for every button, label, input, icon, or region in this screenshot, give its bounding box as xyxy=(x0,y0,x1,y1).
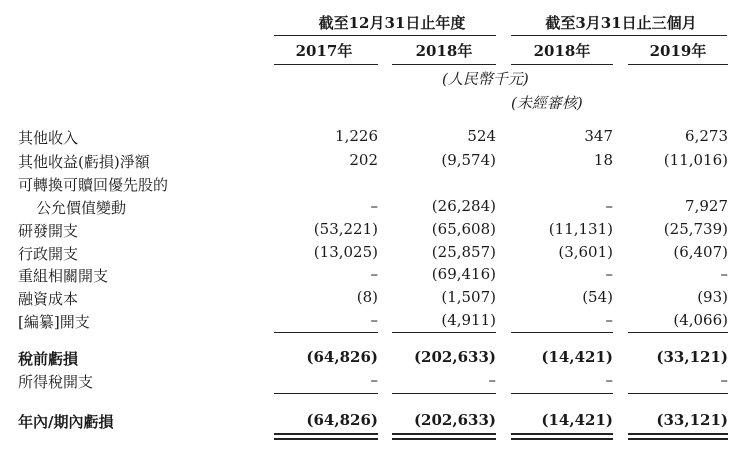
year-underline-3 xyxy=(511,64,613,65)
cell: (11,016) xyxy=(663,151,728,169)
period-underline-annual xyxy=(274,35,496,36)
cell: (65,608) xyxy=(431,220,496,238)
row-label-restructuring: 重組相關開支 xyxy=(18,267,109,285)
cell: (33,121) xyxy=(656,411,728,429)
cell: – xyxy=(370,197,378,215)
cell: (93) xyxy=(697,288,728,306)
year-header-2018-annual: 2018年 xyxy=(415,42,473,60)
cell: (1,507) xyxy=(441,288,496,306)
cell: (4,911) xyxy=(441,311,496,329)
cell: – xyxy=(605,265,613,283)
cell: (6,407) xyxy=(673,243,728,261)
cell: (64,826) xyxy=(306,348,378,366)
row-label-loss-before-tax: 稅前虧損 xyxy=(18,350,79,368)
subtotal-line xyxy=(274,332,378,333)
cell: (3,601) xyxy=(558,243,613,261)
subtotal-line xyxy=(511,332,613,333)
cell: (202,633) xyxy=(413,348,496,366)
year-underline-2 xyxy=(392,64,496,65)
year-header-2017: 2017年 xyxy=(295,42,353,60)
cell: 1,226 xyxy=(335,127,378,145)
total-double-underline xyxy=(511,438,613,440)
cell: (54) xyxy=(582,288,613,306)
cell: – xyxy=(370,311,378,329)
cell: 6,273 xyxy=(685,127,728,145)
subtotal-line xyxy=(392,393,496,394)
cell: (202,633) xyxy=(413,411,496,429)
unit-unaudited: (未經審核) xyxy=(511,94,583,112)
row-label-other-income: 其他收入 xyxy=(18,129,79,147)
total-double-underline xyxy=(274,433,378,435)
row-label-income-tax: 所得稅開支 xyxy=(18,373,94,391)
cell: (8) xyxy=(356,288,378,306)
cell: – xyxy=(605,371,613,389)
cell: 202 xyxy=(349,151,378,169)
year-header-2018-quarter: 2018年 xyxy=(533,42,591,60)
cell: (14,421) xyxy=(541,348,613,366)
subtotal-line xyxy=(511,393,613,394)
cell: (69,416) xyxy=(431,265,496,283)
row-label-fair-value-change: 公允價值變動 xyxy=(36,199,127,217)
year-underline-4 xyxy=(628,64,728,65)
row-label-admin: 行政開支 xyxy=(18,245,79,263)
total-double-underline xyxy=(628,438,728,440)
cell: – xyxy=(370,371,378,389)
cell: (25,857) xyxy=(431,243,496,261)
cell: (64,826) xyxy=(306,411,378,429)
cell: (14,421) xyxy=(541,411,613,429)
cell: – xyxy=(605,311,613,329)
row-label-loss-for-period: 年內/期內虧損 xyxy=(18,413,114,431)
period-underline-quarter xyxy=(511,35,727,36)
total-double-underline xyxy=(392,438,496,440)
cell: – xyxy=(720,265,728,283)
cell: (26,284) xyxy=(431,197,496,215)
cell: (9,574) xyxy=(441,151,496,169)
cell: (11,131) xyxy=(548,220,613,238)
row-label-finance-cost: 融資成本 xyxy=(18,290,79,308)
cell: 18 xyxy=(593,151,613,169)
cell: (53,221) xyxy=(313,220,378,238)
period-header-quarter: 截至3月31日止三個月 xyxy=(545,14,697,32)
year-underline-1 xyxy=(274,64,378,65)
cell: (25,739) xyxy=(663,220,728,238)
cell: 7,927 xyxy=(685,197,728,215)
year-header-2019: 2019年 xyxy=(649,42,707,60)
total-double-underline xyxy=(628,433,728,435)
row-label-other-gains: 其他收益(虧損)淨額 xyxy=(18,153,150,171)
row-label-rnd: 研發開支 xyxy=(18,222,79,240)
cell: 524 xyxy=(467,127,496,145)
subtotal-line xyxy=(628,393,728,394)
row-label-preferred-shares: 可轉換可贖回優先股的 xyxy=(18,176,169,194)
cell: – xyxy=(720,371,728,389)
total-double-underline xyxy=(274,438,378,440)
period-header-annual: 截至12月31日止年度 xyxy=(318,14,466,32)
cell: (33,121) xyxy=(656,348,728,366)
cell: – xyxy=(488,371,496,389)
subtotal-line xyxy=(274,393,378,394)
total-double-underline xyxy=(511,433,613,435)
unit-currency: (人民幣千元) xyxy=(442,70,529,88)
subtotal-line xyxy=(392,332,496,333)
cell: (4,066) xyxy=(673,311,728,329)
total-double-underline xyxy=(392,433,496,435)
subtotal-line xyxy=(628,332,728,333)
cell: – xyxy=(605,197,613,215)
cell: – xyxy=(370,265,378,283)
cell: (13,025) xyxy=(313,243,378,261)
cell: 347 xyxy=(584,127,613,145)
row-label-redacted-expense: [編纂]開支 xyxy=(18,313,90,331)
